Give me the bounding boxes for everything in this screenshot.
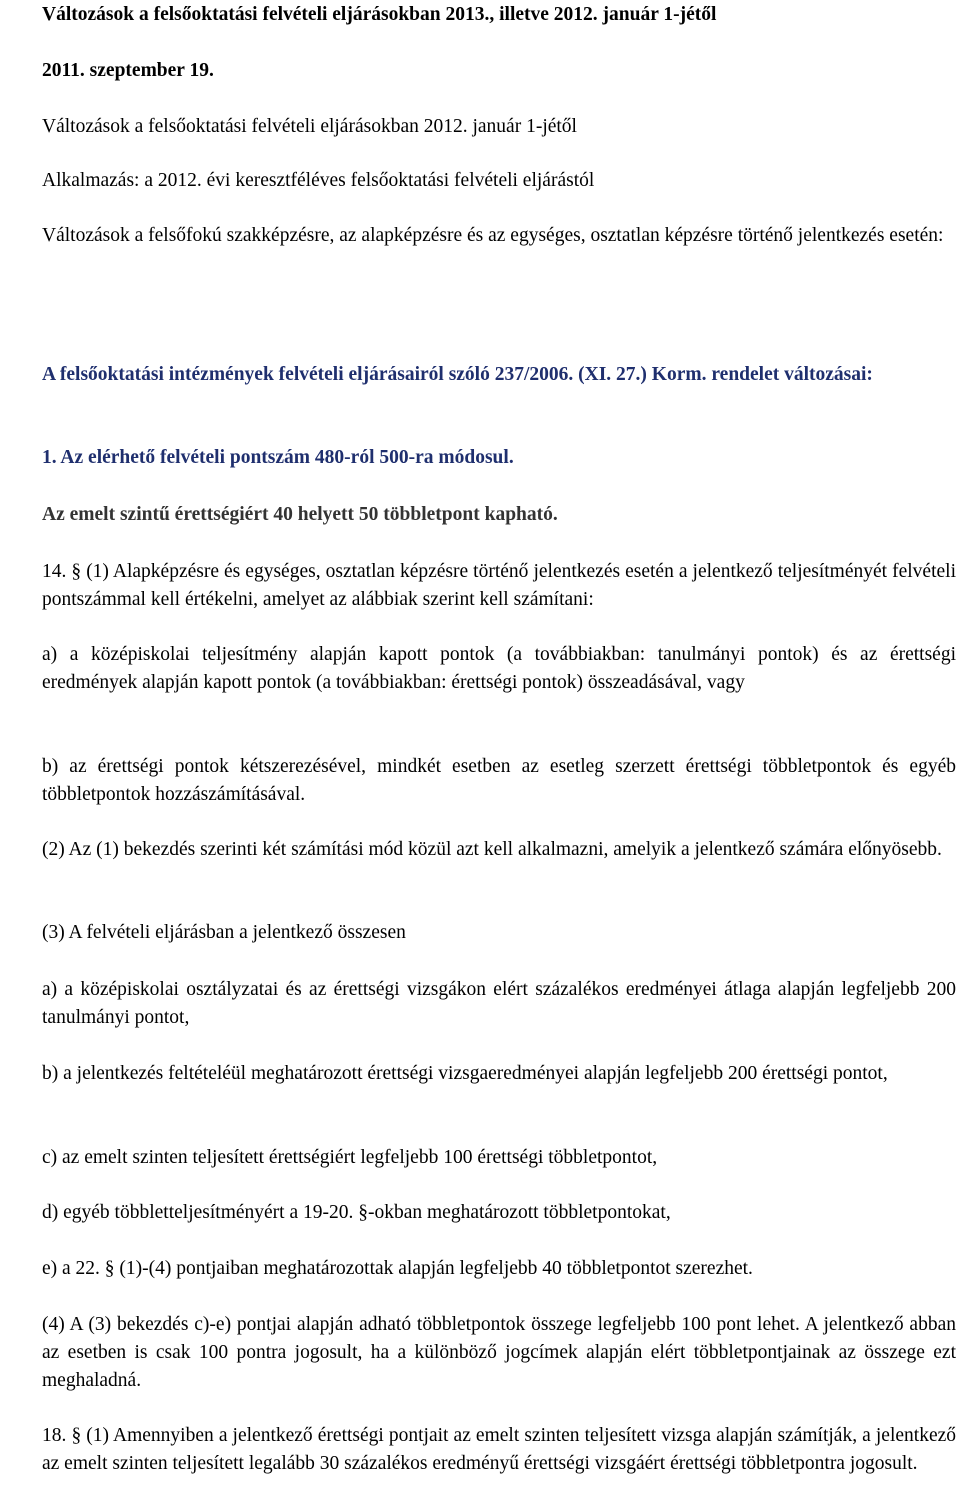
section-14-paragraph-1: 14. § (1) Alapképzésre és egységes, osztatlan képzésre történő jelentkezés esetén a jelentkező teljesítményét felvételi pontszámmal kell értékelni, amelyet az alábbiak szerint kell számítani: <box>42 561 956 610</box>
section-14-paragraph-3: (3) A felvételi eljárásban a jelentkező összesen <box>42 922 406 943</box>
document-title: Változások a felsőoktatási felvételi eljárásokban 2013., illetve 2012. január 1-jétől <box>42 4 717 25</box>
section-14-3-point-a: a) a középiskolai osztályzatai és az érettségi vizsgákon elért százalékos eredményei átlaga alapján legfeljebb 200 tanulmányi pontot, <box>42 979 956 1028</box>
section-14-point-b: b) az érettségi pontok kétszerezésével, mindkét esetben az esetleg szerzett érettségi többletpontok és egyéb többletpontok hozzászámításával. <box>42 756 956 805</box>
section-14-3-point-b: b) a jelentkezés feltételéül meghatározott érettségi vizsgaeredményei alapján legfeljebb 200 érettségi pontot, <box>42 1063 888 1084</box>
section-14-3-point-c: c) az emelt szinten teljesített érettségiért legfeljebb 100 érettségi többletpontot, <box>42 1147 658 1168</box>
section-14-3-point-d: d) egyéb többletteljesítményért a 19-20. §-okban meghatározott többletpontokat, <box>42 1202 671 1223</box>
section-14-3-point-e: e) a 22. § (1)-(4) pontjaiban meghatározottak alapján legfeljebb 40 többletpontot szerezhet. <box>42 1258 753 1279</box>
decree-heading: A felsőoktatási intézmények felvételi eljárásairól szóló 237/2006. (XI. 27.) Korm. rendelet változásai: <box>42 364 873 385</box>
application-note: Alkalmazás: a 2012. évi keresztféléves felsőoktatási felvételi eljárástól <box>42 170 595 191</box>
section-14-point-a: a) a középiskolai teljesítmény alapján kapott pontok (a továbbiakban: tanulmányi pontok) és az érettségi eredmények alapján kapott pontok (a továbbiakban: érettségi pontok) összeadásával, vagy <box>42 644 956 693</box>
intro-paragraph: Változások a felsőfokú szakképzésre, az alapképzésre és az egységes, osztatlan képzésre történő jelentkezés esetén: <box>42 225 944 246</box>
document-date: 2011. szeptember 19. <box>42 60 214 81</box>
document-subtitle: Változások a felsőoktatási felvételi eljárásokban 2012. január 1-jétől <box>42 116 577 137</box>
change-item-1: 1. Az elérhető felvételi pontszám 480-ról 500-ra módosul. <box>42 447 514 468</box>
section-14-paragraph-2: (2) Az (1) bekezdés szerinti két számítási mód közül azt kell alkalmazni, amelyik a jelentkező számára előnyösebb. <box>42 839 942 860</box>
change-item-2: Az emelt szintű érettségiért 40 helyett 50 többletpont kapható. <box>42 504 558 525</box>
section-14-paragraph-4: (4) A (3) bekezdés c)-e) pontjai alapján adható többletpontok összege legfeljebb 100 pont lehet. A jelentkező abban az esetben is csak 100 pontra jogosult, ha a különböző jogcímek alapján elért többletpontjainak az összege ezt meghaladná. <box>42 1314 956 1391</box>
section-18-paragraph-1: 18. § (1) Amennyiben a jelentkező érettségi pontjait az emelt szinten teljesített vizsga alapján számítják, a jelentkező az emelt szinten teljesített legalább 30 százalékos eredményű érettségi vizsgáért érettségi többletpontra jogosult. <box>42 1425 956 1474</box>
